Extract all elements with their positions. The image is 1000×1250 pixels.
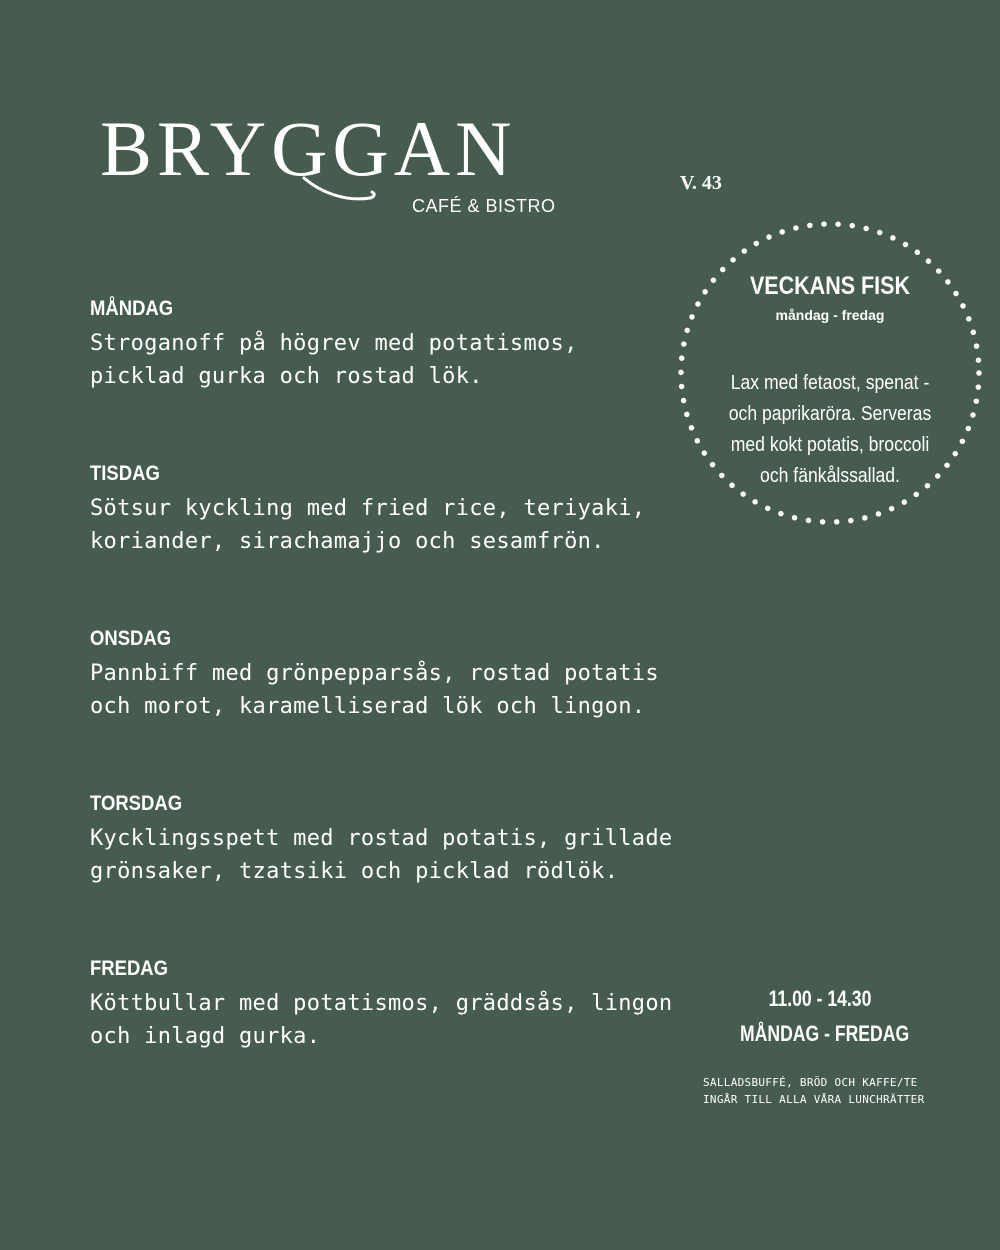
day-dish: Kycklingsspett med rostad potatis, grillade grönsaker, tzatsiki och picklad rödlök. — [90, 826, 673, 884]
day-name: TISDAG — [90, 462, 160, 485]
brand-name: BRYGGAN — [100, 105, 517, 192]
logo-swash — [300, 172, 380, 212]
lunch-hours: 11.00 - 14.30 — [768, 986, 872, 1011]
week-number: V. 43 — [680, 172, 722, 194]
lunch-days: MÅNDAG - FREDAG — [740, 1021, 910, 1046]
weekly-menu — [90, 296, 730, 1121]
day-thursday — [90, 791, 730, 956]
day-name: FREDAG — [90, 957, 169, 980]
brand-subtitle: CAFÉ & BISTRO — [412, 196, 556, 216]
day-name: MÅNDAG — [90, 297, 174, 320]
fish-of-the-week-badge — [675, 220, 985, 530]
day-dish: Stroganoff på högrev med potatismos, picklad gurka och rostad lök. — [90, 331, 578, 389]
day-monday — [90, 296, 730, 461]
included-note: SALLADSBUFFÉ, BRÖD OCH KAFFE/TE INGÅR TILL ALLA VÅRA LUNCHRÄTTER — [703, 1076, 925, 1106]
day-dish: Sötsur kyckling med fried rice, teriyaki, koriander, sirachamajjo och sesamfrön. — [90, 496, 646, 554]
day-wednesday — [90, 626, 730, 791]
logo — [100, 105, 580, 216]
fish-title: VECKANS FISK — [749, 272, 911, 300]
day-tuesday — [90, 461, 730, 626]
day-name: TORSDAG — [90, 792, 183, 815]
day-dish: Pannbiff med grönpepparsås, rostad potatis och morot, karamelliserad lök och lingon. — [90, 661, 659, 719]
day-dish: Köttbullar med potatismos, gräddsås, lingon och inlagd gurka. — [90, 991, 673, 1049]
day-friday — [90, 956, 730, 1121]
day-name: ONSDAG — [90, 627, 172, 650]
fish-description: Lax med fetaost, spenat - och paprikaröra. Serveras med kokt potatis, broccoli och fänkålssallad. — [728, 372, 932, 487]
fish-days: måndag - fredag — [775, 307, 885, 323]
